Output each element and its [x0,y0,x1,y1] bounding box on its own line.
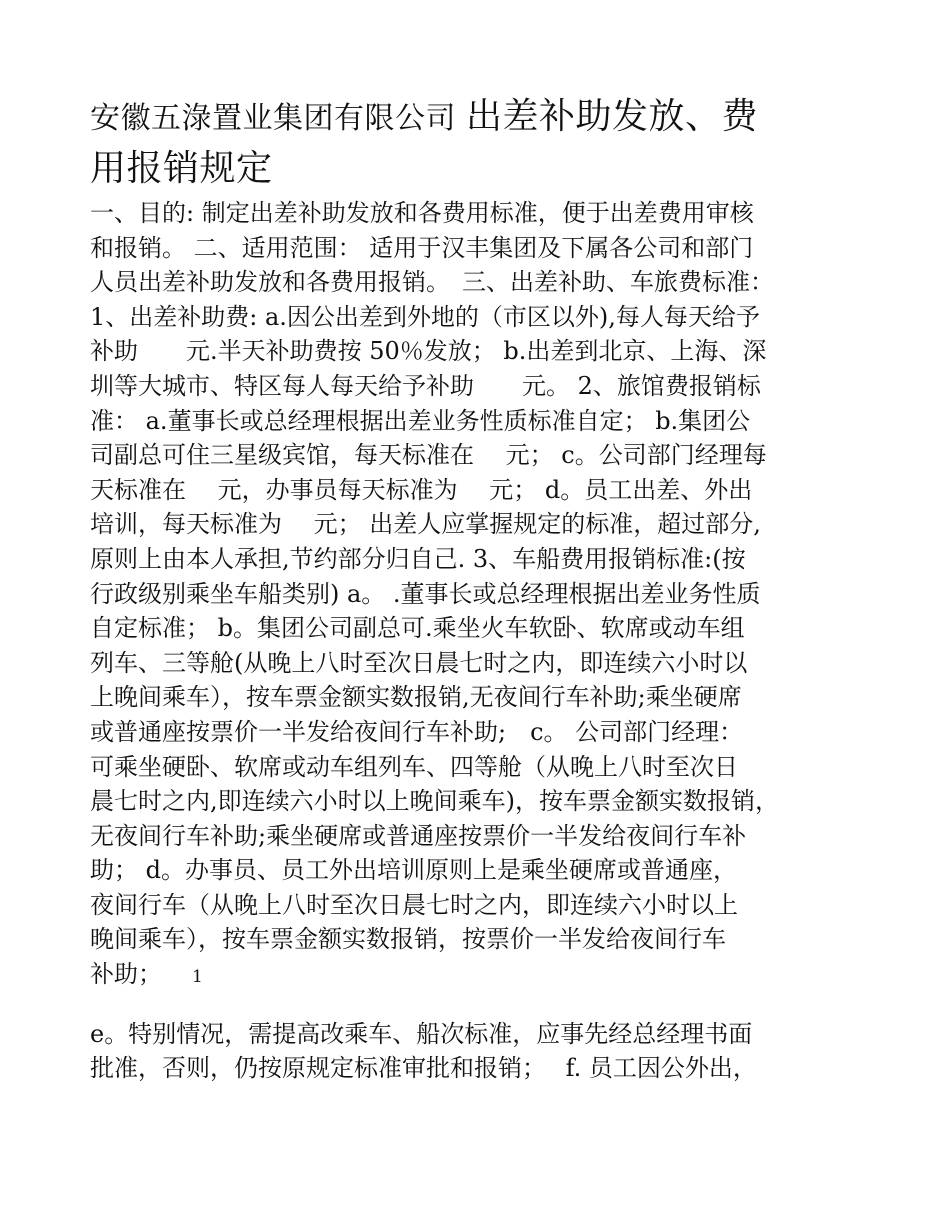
text-line: 天标准在 元，办事员每天标准为 元； d。员工出差、外出 [90,475,753,504]
text-line: 和报销。 二、适用范围： 适用于汉丰集团及下属各公司和部门 [90,233,754,262]
text-line: 晨七时之内,即连续六小时以上晚间乘车)，按车票金额实数报销， [90,787,779,816]
text-line: 列车、三等舱(从晚上八时至次日晨七时之内，即连续六小时以 [90,648,748,677]
title-company: 安徽五淥置业集团有限公司 [90,101,467,136]
text-line: 夜间行车（从晚上八时至次日晨七时之内，即连续六小时以上 [90,890,738,919]
text-line: 行政级别乘坐车船类别) a。 .董事长或总经理根据出差业务性质 [90,579,761,608]
text-line: 司副总可住三星级宾馆，每天标准在 元； c。公司部门经理每 [90,441,767,470]
text-line: 助； d。办事员、员工外出培训原则上是乘坐硬席或普通座， [90,856,737,885]
title-subject-line2: 用报销规定 [90,148,273,189]
text-line: 或普通座按票价一半发给夜间行车补助; c。 公司部门经理： [90,717,744,746]
text-line: 晚间乘车），按车票金额实数报销，按票价一半发给夜间行车 [90,925,726,954]
text-line-last [90,957,880,995]
text-line: 人员出差补助发放和各费用报销。 三、出差补助、车旅费标准： [90,268,774,297]
title-subject: 出差补助发放、费 [466,96,759,137]
text-line: 补助 元.半天补助费按 50％发放； b.出差到北京、上海、深 [90,337,767,366]
text-line: 自定标准； b。集团公司副总可.乘坐火车软卧、软席或动车组 [90,614,745,643]
body-paragraph-2 [90,1017,880,1086]
text-line: e。特别情况，需提高改乘车、船次标准，应事先经总经理书面 [90,1019,753,1048]
text-line: 无夜间行车补助;乘坐硬席或普通座按票价一半发给夜间行车补 [90,821,747,850]
text-line: 原则上由本人承担,节约部分归自己. 3、车船费用报销标准:(按 [90,544,746,573]
document-page [90,92,880,1086]
text-line-content: 补助； [90,960,162,989]
text-line: 一、目的: 制定出差补助发放和各费用标准，便于出差费用审核 [90,199,754,227]
text-line: 批准，否则，仍按原规定标准审批和报销； f. 员工因公外出， [90,1054,757,1083]
text-line: 1、出差补助费: a.因公出差到外地的（市区以外),每人每天给予 [90,302,760,331]
body-paragraph-1 [90,196,880,995]
text-line: 上晚间乘车），按车票金额实数报销,无夜间行车补助;乘坐硬席 [90,683,742,712]
text-line: 培训，每天标准为 元； 出差人应掌握规定的标准，超过部分, [90,510,761,539]
page-number: 1 [192,967,203,988]
document-title [90,92,880,194]
text-line: 准： a.董事长或总经理根据出差业务性质标准自定； b.集团公 [90,406,751,435]
text-line: 圳等大城市、特区每人每天给予补助 元。 2、旅馆费报销标 [90,371,761,400]
text-line: 可乘坐硬卧、软席或动车组列车、四等舱（从晚上八时至次日 [90,752,738,781]
